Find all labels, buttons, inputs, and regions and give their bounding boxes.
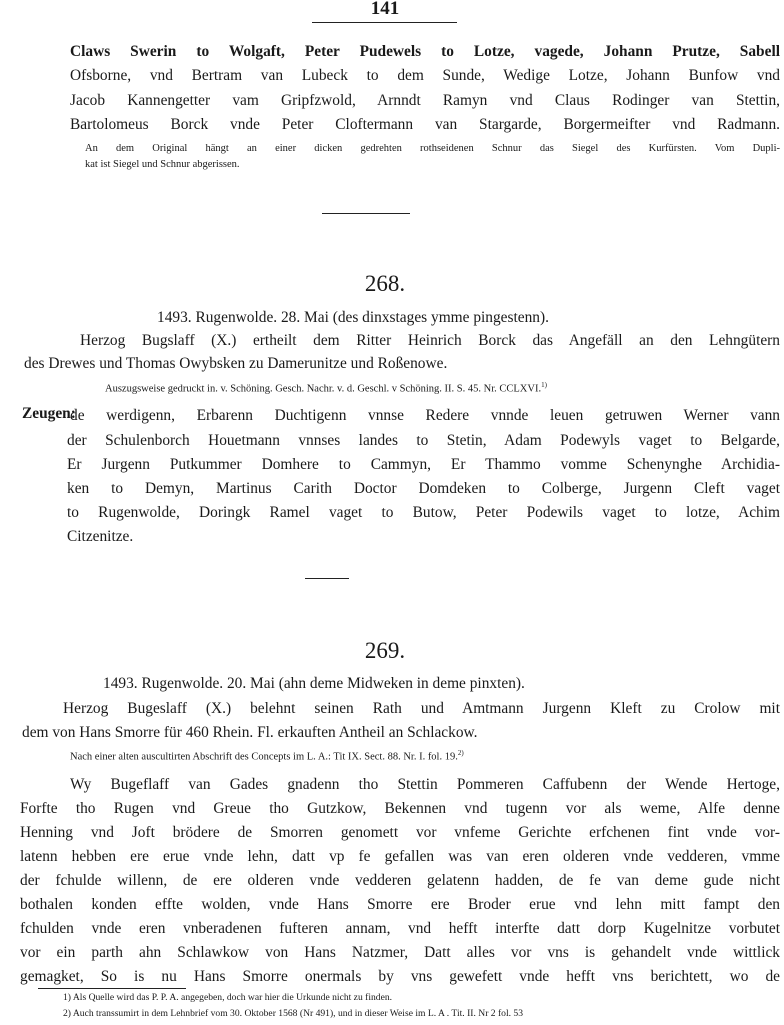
body-line: gemagket, So is nu Hans Smorre onermals by vns gewefett vnde hefft vns berichtett, wo de <box>20 968 780 985</box>
witness-line: to Rugenwolde, Doringk Ramel vaget to Butow, Peter Podewils vaget to lotze, Achim <box>67 504 780 521</box>
section-divider <box>322 213 410 214</box>
seal-note-line: An dem Original hängt an einer dicken gedrehten rothseidenen Schnur das Siegel des Kurfürsten. Vom Dupli- <box>85 143 780 154</box>
text-line: Ofsborne, vnd Bertram van Lubeck to dem Sunde, Wedige Lotze, Johann Bunfow vnd <box>70 67 780 84</box>
document-date: 1493. Rugenwolde. 20. Mai (ahn deme Midweken in deme pinxten). <box>103 675 525 692</box>
witness-line: de werdigenn, Erbarenn Duchtigenn vnnse Redere vnnde leuen getruwen Werner vann <box>70 407 780 424</box>
header-rule <box>312 22 457 23</box>
body-line: vor ein parth ahn Schlawkow von Hans Natzmer, Datt alles vor vns is gehandelt vnde wittlick <box>20 944 780 961</box>
body-line: der fchulde willenn, de ere olderen vnde vedderen gelatenn hadden, de fe van deme gude nicht <box>20 872 780 889</box>
summary-line: des Drewes und Thomas Owybsken zu Damerunitze und Roßenowe. <box>24 355 448 372</box>
document-number: 268. <box>364 271 406 296</box>
citation <box>70 749 464 763</box>
citation-text: Auszugsweise gedruckt in. v. Schöning. Gesch. Nachr. v. d. Geschl. v Schöning. II. S. 45. Nr. CCLXVI. <box>105 383 542 395</box>
footnote-marker: 2) <box>457 749 464 757</box>
footnote-marker: 1) <box>541 381 547 389</box>
footnote: 2) Auch transsumirt in dem Lehnbrief vom 30. Oktober 1568 (Nr 491), und in dieser Weise im L. A . Tit. II. Nr 2 fol. 53 <box>63 1008 524 1019</box>
citation <box>105 381 547 395</box>
body-line: Forfte tho Rugen vnd Greue tho Gutzkow, Bekennen vnd tugenn vor als weme, Alfe denne <box>20 800 780 817</box>
footnote-rule <box>38 988 186 989</box>
body-line: bothalen konden effte wolden, vnde Hans Smorre ere Broder erue vnd lehn mitt fampt den <box>20 896 780 913</box>
page-number: 141 <box>370 0 400 19</box>
summary-line: Herzog Bugeslaff (X.) belehnt seinen Rath und Amtmann Jurgenn Kleft zu Crolow mit <box>63 700 780 717</box>
section-divider <box>305 578 349 579</box>
witness-label: Zeugen: <box>22 405 76 422</box>
body-line: latenn hebben ere erue vnde lehn, datt vp fe gefallen was van eren olderen vnde vedderen, vmme <box>20 848 780 865</box>
summary-line: Herzog Bugslaff (X.) ertheilt dem Ritter Heinrich Borck das Angefäll an den Lehngütern <box>80 332 780 349</box>
document-number: 269. <box>364 638 406 663</box>
body-line: Henning vnd Joft brödere de Smorren genomett vor vnfeme Gerichte erfchenen fint vnde vor- <box>20 824 780 841</box>
witness-line: Er Jurgenn Putkummer Domhere to Cammyn, Er Thammo vomme Schenynghe Archidia- <box>67 456 780 473</box>
witness-line: der Schulenborch Houetmann vnnses landes to Stetin, Adam Podewyls vaget to Belgarde, <box>67 432 780 449</box>
document-date: 1493. Rugenwolde. 28. Mai (des dinxstages ymme pingestenn). <box>157 309 549 326</box>
text-line: Claws Swerin to Wolgaft, Peter Pudewels to Lotze, vagede, Johann Prutze, Sabell <box>70 43 780 60</box>
witness-line: Citzenitze. <box>67 528 134 545</box>
seal-note-line: kat ist Siegel und Schnur abgerissen. <box>85 159 240 170</box>
text-line: Bartolomeus Borck vnde Peter Cloftermann van Stargarde, Borgermeifter vnd Radmann. <box>70 116 780 133</box>
citation-text: Nach einer alten auscultirten Abschrift des Concepts im L. A.: Tit IX. Sect. 88. Nr. I. fol. 19. <box>70 751 458 763</box>
footnote: 1) Als Quelle wird das P. P. A. angegeben, doch war hier die Urkunde nicht zu finden. <box>63 992 393 1003</box>
body-line: Wy Bugeflaff van Gades gnadenn tho Stettin Pommeren Caffubenn der Wende Hertoge, <box>70 776 780 793</box>
summary-line: dem von Hans Smorre für 460 Rhein. Fl. erkauften Antheil an Schlackow. <box>22 724 478 741</box>
text-line: Jacob Kannengetter vam Gripfzwold, Arnndt Ramyn vnd Claus Rodinger van Stettin, <box>70 92 780 109</box>
witness-line: ken to Demyn, Martinus Carith Doctor Domdeken to Colberge, Jurgenn Cleft vaget <box>67 480 780 497</box>
body-line: fchulden vnde eren vnberadenen fufteren annam, vnd hefft interfte datt dorp Kugelnitze vorbutet <box>20 920 780 937</box>
